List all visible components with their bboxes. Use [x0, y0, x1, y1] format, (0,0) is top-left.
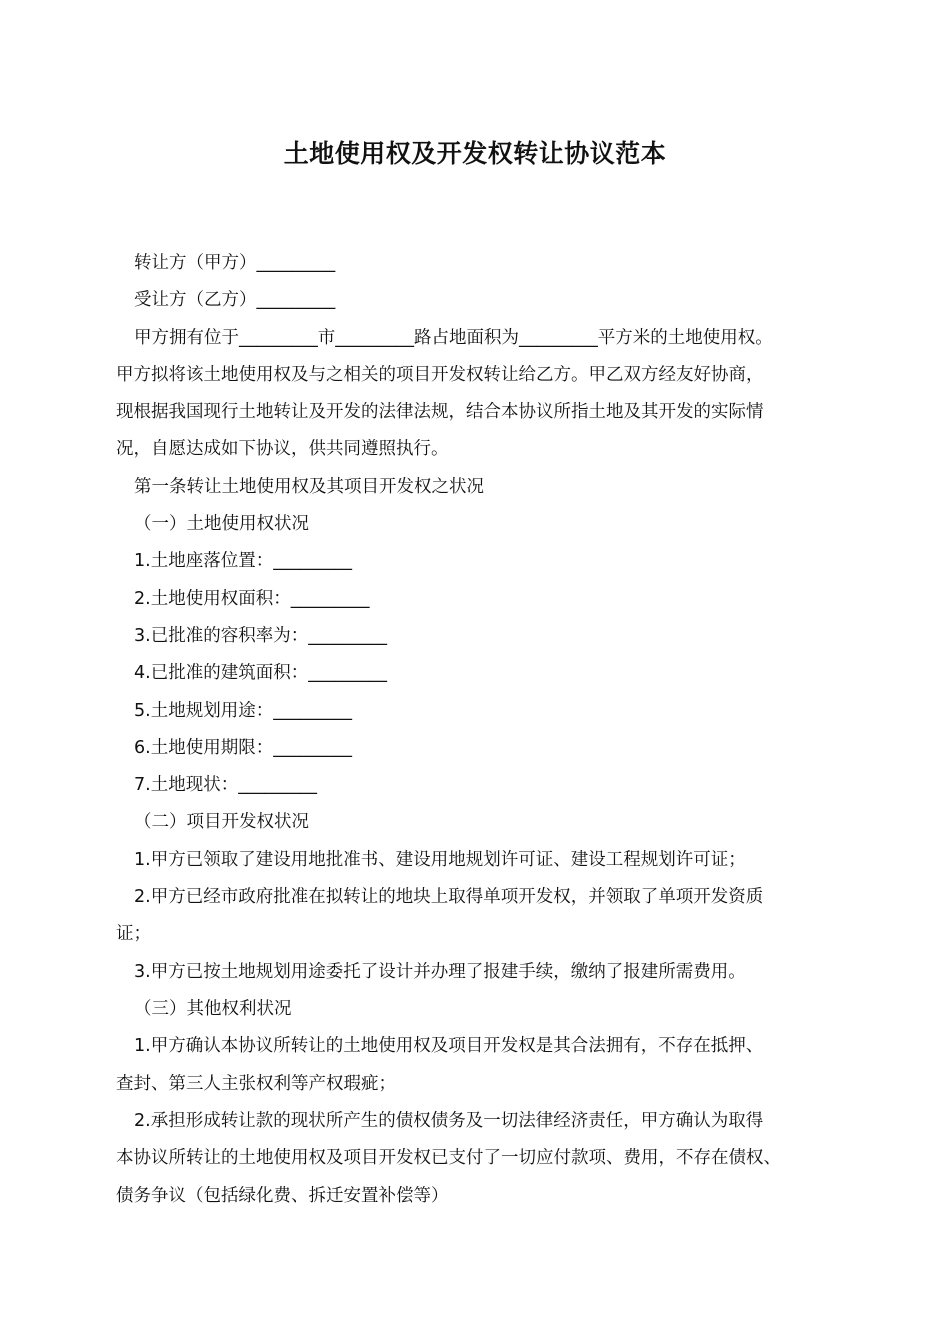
paragraph-intro-line: 况，自愿达成如下协议，供共同遵照执行。: [116, 439, 449, 459]
list-item: 1.甲方已领取了建设用地批准书、建设用地规划许可证、建设工程规划许可证；: [134, 850, 746, 870]
list-item-continuation: 债务争议（包括绿化费、拆迁安置补偿等）: [116, 1186, 449, 1206]
paragraph-intro-line: 甲方拟将该土地使用权及与之相关的项目开发权转让给乙方。甲乙双方经友好协商，: [116, 365, 764, 385]
list-item: 1.甲方确认本协议所转让的土地使用权及项目开发权是其合法拥有，不存在抵押、: [134, 1036, 764, 1056]
list-item-continuation: 查封、第三人主张权利等产权瑕疵；: [116, 1074, 396, 1094]
paragraph-transferee: 受让方（乙方）_________: [134, 290, 336, 310]
document-title: 土地使用权及开发权转让协议范本: [283, 139, 667, 168]
section-heading: （二）项目开发权状况: [134, 812, 309, 832]
list-item: 3.甲方已按土地规划用途委托了设计并办理了报建手续，缴纳了报建所需费用。: [134, 962, 746, 982]
list-item: 2.土地使用权面积：_________: [134, 589, 370, 609]
list-item: 7.土地现状：_________: [134, 775, 317, 795]
paragraph-intro-line: 甲方拥有位于_________市_________路占地面积为_________平方米的土地使用权。: [134, 328, 773, 348]
list-item: 2.甲方已经市政府批准在拟转让的地块上取得单项开发权，并领取了单项开发资质: [134, 887, 764, 907]
list-item: 2.承担形成转让款的现状所产生的债权债务及一切法律经济责任，甲方确认为取得: [134, 1111, 764, 1131]
list-item-continuation: 证；: [116, 924, 151, 944]
list-item: 4.已批准的建筑面积：_________: [134, 663, 387, 683]
article-heading: 第一条转让土地使用权及其项目开发权之状况: [134, 477, 484, 497]
list-item-continuation: 本协议所转让的土地使用权及项目开发权已支付了一切应付款项、费用，不存在债权、: [116, 1148, 781, 1168]
paragraph-intro-line: 现根据我国现行土地转让及开发的法律法规，结合本协议所指土地及其开发的实际情: [116, 402, 764, 422]
list-item: 5.土地规划用途：_________: [134, 701, 352, 721]
list-item: 3.已批准的容积率为：_________: [134, 626, 387, 646]
paragraph-transferor: 转让方（甲方）_________: [134, 253, 336, 273]
section-heading: （一）土地使用权状况: [134, 514, 309, 534]
list-item: 1.土地座落位置：_________: [134, 551, 352, 571]
list-item: 6.土地使用期限：_________: [134, 738, 352, 758]
section-heading: （三）其他权利状况: [134, 999, 292, 1019]
